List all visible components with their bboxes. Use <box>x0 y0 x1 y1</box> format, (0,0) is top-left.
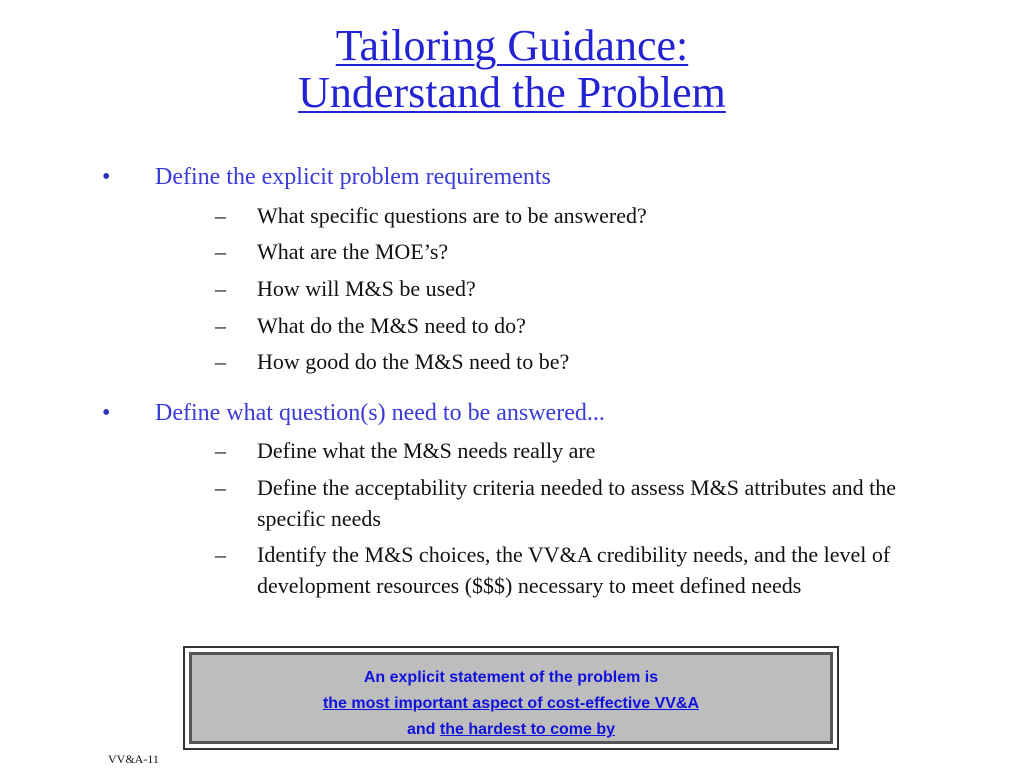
title-line-1: Tailoring Guidance: <box>335 21 689 70</box>
dash-mark: – <box>215 542 226 567</box>
slide-footer-id: VV&A-11 <box>108 752 159 766</box>
dash-mark: – <box>215 349 226 374</box>
subitem-text: Define what the M&S needs really are <box>257 438 596 463</box>
callout-inner <box>189 652 833 744</box>
callout-box <box>183 646 839 750</box>
bullet-2-text: Define what question(s) need to be answered... <box>155 400 605 426</box>
callout-line-3 <box>192 717 830 743</box>
dash-mark: – <box>215 475 226 500</box>
bullet-mark: • <box>102 164 111 190</box>
callout-line-3-underlined: the hardest to come by <box>439 721 616 738</box>
callout-line-3-prefix: and <box>406 721 436 738</box>
callout-line-2: the most important aspect of cost-effective VV&A <box>322 695 700 712</box>
dash-mark: – <box>215 438 226 463</box>
title-line-2: Understand the Problem <box>298 68 726 117</box>
subitem-text: What are the MOE’s? <box>257 239 449 264</box>
subitem-text: Identify the M&S choices, the VV&A credibility needs, and the level of development resources ($$$) necessary to meet defined needs <box>257 542 891 598</box>
dash-mark: – <box>215 313 226 338</box>
callout-line-1: An explicit statement of the problem is <box>363 669 659 686</box>
subitem-text: How good do the M&S need to be? <box>257 349 570 374</box>
bullet-mark: • <box>102 400 111 426</box>
bullet-1-text: Define the explicit problem requirements <box>155 164 551 190</box>
slide-title <box>0 22 1024 116</box>
subitem-text: How will M&S be used? <box>257 276 476 301</box>
subitem-text: What do the M&S need to do? <box>257 313 526 338</box>
subitem-text: Define the acceptability criteria needed to assess M&S attributes and the specific needs <box>257 475 896 531</box>
dash-mark: – <box>215 203 226 228</box>
dash-mark: – <box>215 276 226 301</box>
subitem-text: What specific questions are to be answered? <box>257 203 647 228</box>
dash-mark: – <box>215 239 226 264</box>
